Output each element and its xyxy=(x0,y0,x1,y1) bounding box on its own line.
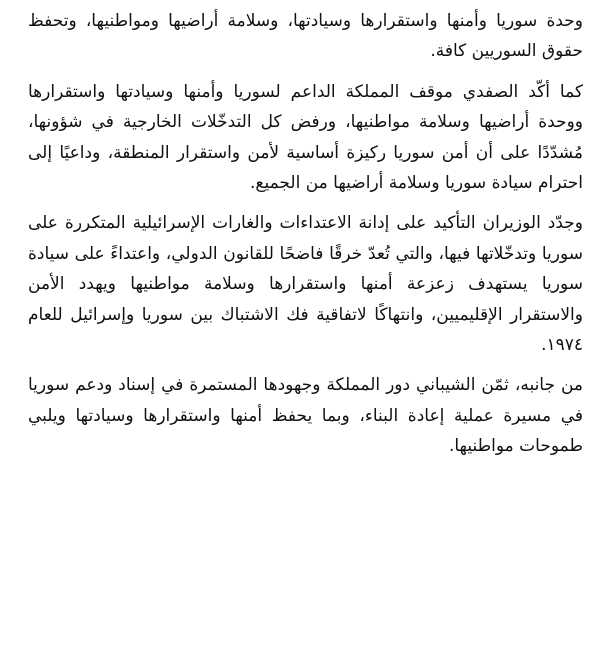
article-paragraph-4: من جانبه، ثمّن الشيباني دور المملكة وجهودها المستمرة في إسناد ودعم سوريا في مسيرة عملية إعادة البناء، وبما يحفظ أمنها واستقرارها وسيادتها ويلبي طموحات مواطنيها. xyxy=(28,375,583,457)
article-paragraph-3: وجدّد الوزيران التأكيد على إدانة الاعتداءات والغارات الإسرائيلية المتكررة على سوريا وتدخّلاتها فيها، والتي تُعدّ خرقًا فاضحًا للقانون الدولي، واعتداءً على سيادة سوريا يستهدف زعزعة أمنها واستقرارها وسلامة مواطنيها ويهدد الأمن والاستقرار الإقليميين، وانتهاكًا لاتفاقية فك الاشتباك بين سوريا وإسرائيل للعام ١٩٧٤. xyxy=(28,213,583,356)
article-paragraph-2: كما أكّد الصفدي موقف المملكة الداعم لسوريا وأمنها وسيادتها واستقرارها ووحدة أراضيها وسلامة مواطنيها، ورفض كل التدخّلات الخارجية في شؤونها، مُشدّدًا على أن أمن سوريا ركيزة أساسية لأمن واستقرار المنطقة، وداعيًا إلى احترام سيادة سوريا وسلامة أراضيها من الجميع. xyxy=(28,81,583,194)
article-paragraph-1: وحدة سوريا وأمنها واستقرارها وسيادتها، وسلامة أراضيها ومواطنيها، وتحفظ حقوق السوريين كافة. xyxy=(28,11,583,62)
